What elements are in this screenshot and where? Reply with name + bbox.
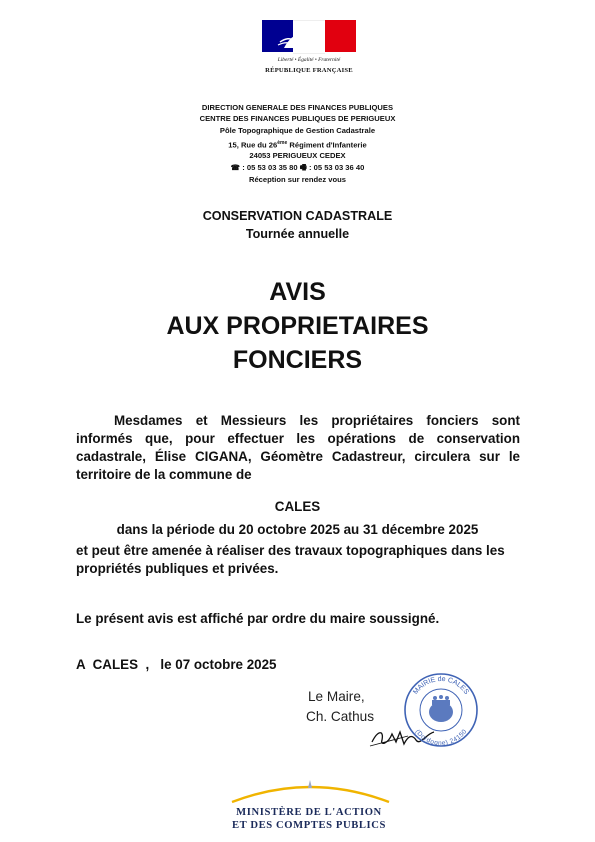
commune-name: CALES bbox=[274, 499, 321, 514]
notice-paragraph-1 bbox=[76, 412, 520, 484]
ministry-line2: ET DES COMPTES PUBLICS bbox=[232, 820, 386, 831]
ministry-arc-logo bbox=[228, 778, 393, 804]
address-prefix: 15, Rue du 26 bbox=[228, 140, 278, 150]
section-title: CONSERVATION CADASTRALE bbox=[202, 209, 393, 223]
header-line-pole: Pôle Topographique de Gestion Cadastrale bbox=[219, 126, 376, 135]
header-city: 24053 PERIGUEUX CEDEX bbox=[249, 151, 346, 160]
republique-francaise-logo bbox=[262, 20, 356, 78]
paragraph1-text: Mesdames et Messieurs les propriétaires fonciers sont informés que, pour effectuer les opérations de conservation cadastrale, Élise CIGANA, Géomètre Cadastreur, circulera sur le territoire de la commune de bbox=[76, 413, 520, 482]
mayor-signature-block bbox=[306, 687, 374, 727]
notice-paragraph-2: et peut être amenée à réaliser des travaux topographiques dans les propriétés publiques et privées. bbox=[76, 543, 505, 576]
notice-title-line3: FONCIERS bbox=[232, 346, 363, 374]
header-contact bbox=[0, 162, 595, 173]
notice-period: dans la période du 20 octobre 2025 au 31 décembre 2025 bbox=[116, 522, 479, 537]
address-suffix: Régiment d'Infanterie bbox=[287, 140, 367, 150]
place-prefix: A bbox=[76, 657, 86, 672]
notice-date: , le 07 octobre 2025 bbox=[145, 657, 277, 672]
mayor-name: Ch. Cathus bbox=[306, 709, 375, 724]
header-line-dgfip: DIRECTION GENERALE DES FINANCES PUBLIQUES bbox=[201, 103, 394, 112]
notice-title-line1: AVIS bbox=[269, 278, 326, 306]
mayor-title: Le Maire, bbox=[308, 689, 365, 704]
ministry-name bbox=[0, 806, 595, 832]
notice-affichage: Le présent avis est affiché par ordre du maire soussigné. bbox=[76, 611, 440, 626]
marianne-profile-icon bbox=[276, 26, 316, 50]
place-name: CALES bbox=[92, 657, 139, 672]
notice-title-line2: AUX PROPRIETAIRES bbox=[166, 312, 429, 340]
header-reception: Réception sur rendez vous bbox=[248, 175, 347, 184]
fax-icon: 🖷 bbox=[299, 163, 307, 172]
stamp-bottom-text: (Dordogne) 24150 bbox=[413, 728, 469, 748]
place-date bbox=[76, 656, 276, 674]
section-subtitle: Tournée annuelle bbox=[245, 227, 350, 241]
header-address bbox=[0, 138, 595, 151]
phone-icon: ☎ bbox=[230, 163, 241, 172]
ministry-line1: MINISTÈRE DE L'ACTION bbox=[236, 807, 382, 818]
address-sup: ème bbox=[277, 140, 288, 146]
stamp-top-text: MAIRIE de CALES bbox=[412, 675, 470, 696]
header-phone: : 05 53 03 35 80 bbox=[242, 163, 298, 172]
flag-red-band bbox=[325, 20, 356, 52]
header-fax: : 05 53 03 36 40 bbox=[309, 163, 365, 172]
mairie-stamp bbox=[402, 670, 480, 748]
header-line-cfp: CENTRE DES FINANCES PUBLIQUES DE PERIGUEUX bbox=[199, 114, 396, 123]
logo-motto: Liberté • Égalité • Fraternité bbox=[277, 57, 341, 63]
logo-republic: RÉPUBLIQUE FRANÇAISE bbox=[265, 67, 353, 74]
